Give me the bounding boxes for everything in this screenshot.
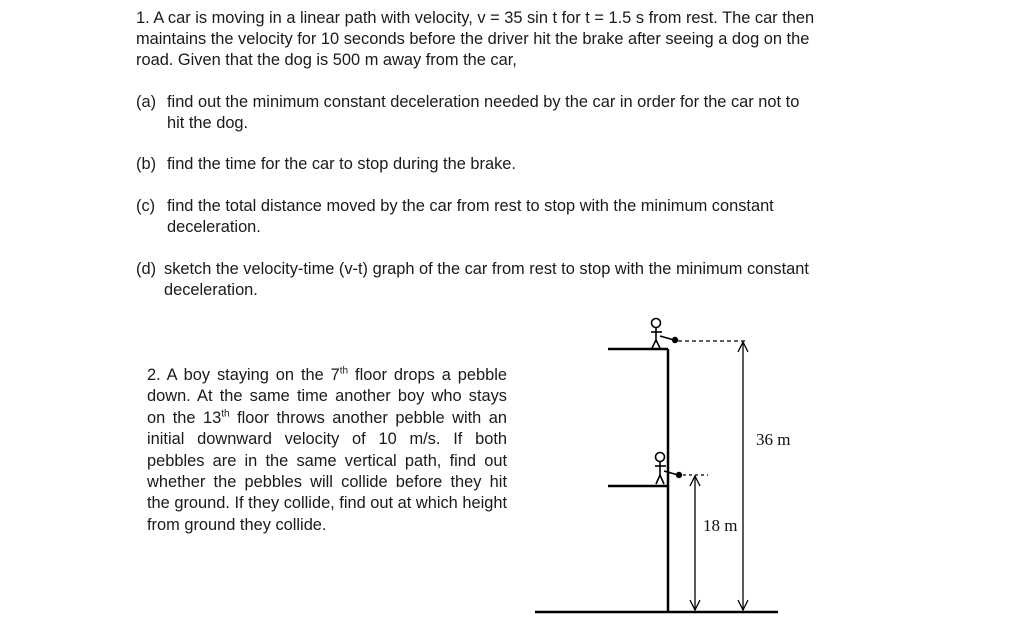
- part-a-line-2: hit the dog.: [167, 114, 249, 132]
- pebble-lower: [676, 472, 682, 478]
- part-a-line-1: find out the minimum constant deceleration needed by the car in order for the car not to: [167, 93, 800, 111]
- question-1-stem: [136, 8, 906, 71]
- pebble-top: [672, 337, 678, 343]
- question-1-line-2: maintains the velocity for 10 seconds before the driver hit the brake after seeing a dog on the: [136, 30, 810, 48]
- part-c-line-2: deceleration.: [167, 218, 261, 236]
- question-1-part-a: [136, 92, 799, 134]
- superscript-th-2: th: [221, 408, 230, 420]
- label-18m: 18 m: [703, 516, 738, 535]
- question-2-text-b: floor drops a pebble down. At the same time another boy who stays on the 13: [147, 366, 508, 427]
- question-1-line-3: road. Given that the dog is 500 m away from the car,: [136, 51, 517, 69]
- part-d-label: (d): [136, 260, 157, 278]
- part-c-label: (c): [136, 197, 156, 215]
- question-1-part-b: [136, 154, 516, 175]
- question-1-line-1: 1. A car is moving in a linear path with velocity, v = 35 sin t for t = 1.5 s from rest. The car then: [136, 9, 815, 27]
- part-d-line-1: sketch the velocity-time (v-t) graph of the car from rest to stop with the minimum constant: [164, 260, 809, 278]
- boy-lower-figure: [655, 453, 678, 485]
- part-b-line-1: find the time for the car to stop during the brake.: [167, 155, 516, 173]
- label-36m: 36 m: [756, 430, 790, 449]
- question-1-part-c: [136, 196, 774, 238]
- part-a-label: (a): [136, 93, 157, 111]
- superscript-th-1: th: [339, 365, 349, 377]
- question-1-part-d: [136, 259, 809, 301]
- part-d-line-2: deceleration.: [164, 281, 258, 299]
- part-c-line-1: find the total distance moved by the car from rest to stop with the minimum constant: [167, 197, 774, 215]
- question-2-text: [147, 365, 507, 536]
- question-2-text-a: 2. A boy staying on the 7: [147, 366, 340, 384]
- part-b-label: (b): [136, 155, 157, 173]
- question-2-text-c: floor throws another pebble with an initial downward velocity of 10 m/s. If both pebbles are in the same vertical path, find out whether the pebbles will collide before they hit the ground. If they collide, find out at which height from ground they collide.: [147, 408, 507, 534]
- building-diagram: [520, 305, 790, 620]
- boy-top-figure: [651, 319, 674, 349]
